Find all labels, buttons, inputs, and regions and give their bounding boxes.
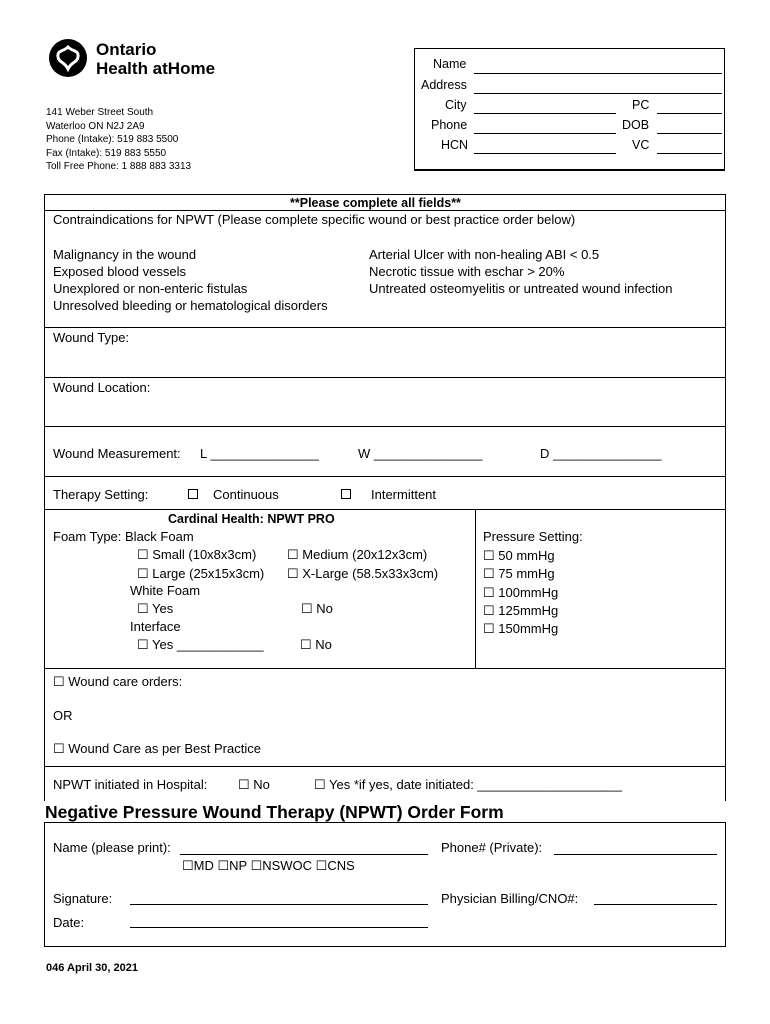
patient-name-field[interactable] <box>474 73 722 74</box>
address-street: 141 Weber Street South <box>46 107 154 118</box>
contra-item: Unexplored or non-enteric fistulas <box>53 281 248 296</box>
patient-vc-field[interactable] <box>657 153 722 154</box>
contra-item: Necrotic tissue with eschar > 20% <box>369 264 565 279</box>
patient-city-label: City <box>445 98 467 112</box>
initiated-yes-option[interactable]: ☐ Yes *if yes, date initiated: ____________________ <box>314 777 623 792</box>
white-foam-no[interactable]: ☐ No <box>301 601 333 616</box>
foam-small-option[interactable]: ☐ Small (10x8x3cm) <box>137 547 257 562</box>
name-print-field[interactable] <box>180 854 428 855</box>
patient-name-label: Name <box>433 57 467 71</box>
patient-phone-field[interactable] <box>474 133 616 134</box>
address-phone: Phone (Intake): 519 883 5500 <box>46 134 179 145</box>
patient-hcn-label: HCN <box>441 138 469 152</box>
address-tollfree: Toll Free Phone: 1 888 883 3313 <box>46 161 192 172</box>
patient-address-label: Address <box>421 78 467 92</box>
address-fax: Fax (Intake): 519 883 5550 <box>46 147 167 159</box>
patient-address-field[interactable] <box>474 93 722 94</box>
patient-dob-field[interactable] <box>657 133 722 134</box>
white-foam-label: White Foam <box>130 583 201 598</box>
name-print-label: Name (please print): <box>53 840 171 855</box>
agency-address <box>46 106 191 174</box>
signature-label: Signature: <box>53 891 113 906</box>
date-label: Date: <box>53 915 85 930</box>
pressure-option[interactable]: ☐ 75 mmHg <box>483 566 555 582</box>
patient-vc-label: VC <box>632 138 650 152</box>
wound-care-orders-option[interactable]: ☐ Wound care orders: <box>53 674 183 689</box>
wound-location-label: Wound Location: <box>53 380 151 395</box>
wound-measurement-label: Wound Measurement: <box>53 446 181 461</box>
patient-pc-label: PC <box>632 98 650 112</box>
measurement-width-field[interactable]: W _______________ <box>358 446 483 461</box>
contra-item: Malignancy in the wound <box>53 247 197 262</box>
contra-item: Untreated osteomyelitis or untreated wound infection <box>369 281 673 296</box>
pressure-options <box>483 547 558 638</box>
contra-item: Exposed blood vessels <box>53 264 186 279</box>
interface-yes[interactable]: ☐ Yes ____________ <box>137 637 264 652</box>
measurement-depth-field[interactable]: D _______________ <box>540 446 662 461</box>
foam-medium-option[interactable]: ☐ Medium (20x12x3cm) <box>287 547 428 562</box>
brand-line-2: Health atHome <box>96 59 216 78</box>
billing-label: Physician Billing/CNO#: <box>441 891 579 906</box>
initiated-no-option[interactable]: ☐ No <box>238 777 270 792</box>
contraindications-right-list <box>369 246 673 297</box>
complete-all-fields-banner: **Please complete all fields** <box>290 196 461 210</box>
foam-xlarge-option[interactable]: ☐ X-Large (58.5x33x3cm) <box>287 566 439 581</box>
patient-dob-label: DOB <box>622 118 650 132</box>
interface-no[interactable]: ☐ No <box>300 637 332 652</box>
continuous-label: Continuous <box>213 487 279 502</box>
therapy-setting-label: Therapy Setting: <box>53 487 149 502</box>
form-title: Negative Pressure Wound Therapy (NPWT) Order Form <box>45 802 504 822</box>
patient-city-field[interactable] <box>474 113 616 114</box>
best-practice-option[interactable]: ☐ Wound Care as per Best Practice <box>53 741 261 756</box>
intermittent-label: Intermittent <box>371 487 437 502</box>
phone-private-label: Phone# (Private): <box>441 840 543 855</box>
ontario-trillium-icon <box>48 38 88 78</box>
address-city: Waterloo ON N2J 2A9 <box>46 120 145 132</box>
ontario-logo <box>48 38 88 78</box>
contra-item: Unresolved bleeding or hematological disorders <box>53 298 328 313</box>
continuous-checkbox[interactable] <box>188 489 198 499</box>
contra-item: Arterial Ulcer with non-healing ABI < 0.5 <box>369 247 600 262</box>
patient-hcn-field[interactable] <box>474 153 616 154</box>
device-title: Cardinal Health: NPWT PRO <box>168 512 335 526</box>
intermittent-checkbox[interactable] <box>341 489 351 499</box>
brand-line-1: Ontario <box>96 40 157 59</box>
measurement-length-field[interactable]: L _______________ <box>200 446 319 461</box>
wound-type-field[interactable] <box>150 330 720 374</box>
wound-type-label: Wound Type: <box>53 330 130 345</box>
pressure-option[interactable]: ☐ 100mmHg <box>483 584 559 600</box>
pressure-option[interactable]: ☐ 50 mmHg <box>483 548 555 563</box>
pressure-setting-label: Pressure Setting: <box>483 529 583 544</box>
contraindications-left-list <box>53 246 328 314</box>
phone-private-field[interactable] <box>554 854 717 855</box>
initiated-hospital-label: NPWT initiated in Hospital: <box>53 777 208 792</box>
wound-location-field[interactable] <box>160 380 720 424</box>
credential-options[interactable]: ☐MD ☐NP ☐NSWOC ☐CNS <box>182 858 355 873</box>
billing-field[interactable] <box>594 904 717 905</box>
patient-pc-field[interactable] <box>657 113 722 114</box>
patient-phone-label: Phone <box>431 118 468 132</box>
contraindications-heading: Contraindications for NPWT (Please complete specific wound or best practice order below) <box>53 212 576 227</box>
white-foam-yes[interactable]: ☐ Yes <box>137 601 174 616</box>
signature-field[interactable] <box>130 904 428 905</box>
foam-type-label: Foam Type: Black Foam <box>53 529 194 544</box>
form-version-footer: 046 April 30, 2021 <box>46 962 138 974</box>
or-label: OR <box>53 708 73 723</box>
pressure-option[interactable]: ☐ 150mmHg <box>483 621 559 637</box>
pressure-option[interactable]: ☐ 125mmHg <box>483 602 559 618</box>
interface-label: Interface <box>130 619 181 634</box>
date-field[interactable] <box>130 927 428 928</box>
foam-large-option[interactable]: ☐ Large (25x15x3cm) <box>137 566 265 581</box>
